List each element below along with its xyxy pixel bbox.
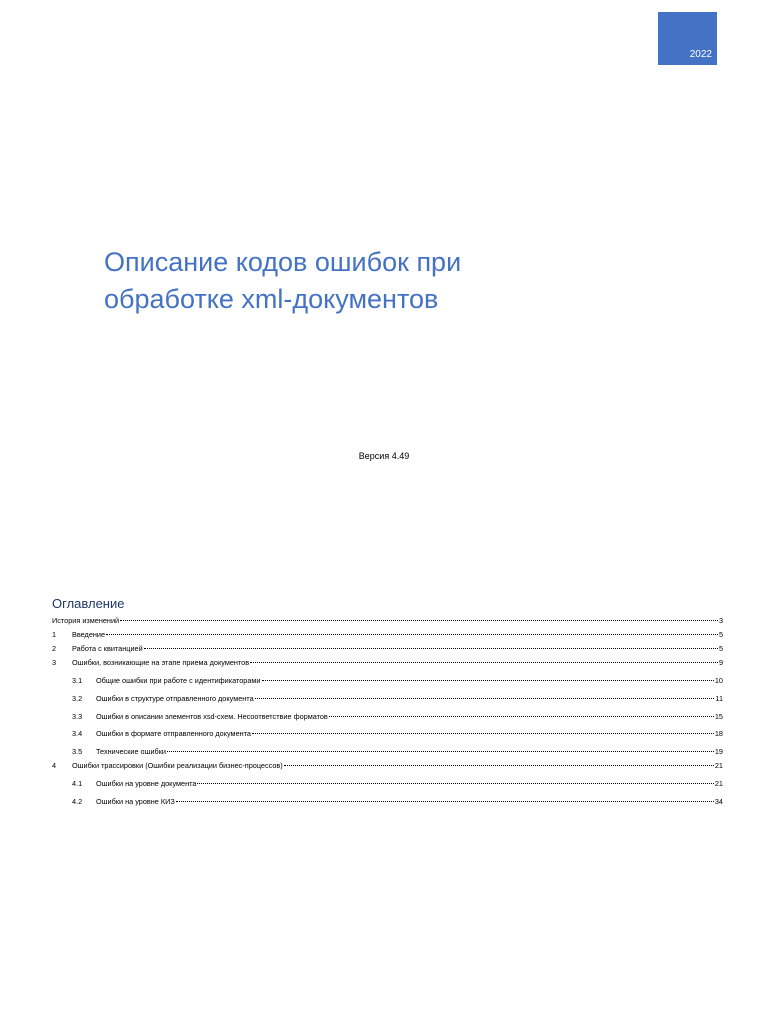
toc-entry-introduction[interactable] <box>52 630 723 640</box>
toc-entry-leader <box>250 662 718 663</box>
toc-entry-identifier-errors[interactable] <box>72 676 723 686</box>
toc-entry-leader <box>252 733 714 734</box>
toc-entry-label: Ошибки в описании элементов xsd-схем. Несоответствие форматов <box>96 712 328 721</box>
toc-entry-label: История изменений <box>52 616 120 625</box>
toc-entry-number: 3.5 <box>72 747 83 756</box>
toc-entry-tracing-errors[interactable] <box>52 761 723 771</box>
toc-entry-receipt-handling[interactable] <box>52 644 723 654</box>
toc-entry-number: 4.1 <box>72 779 83 788</box>
toc-entry-label: Работа с квитанцией <box>72 644 143 653</box>
toc-entry-leader <box>167 751 714 752</box>
toc-entry-leader <box>284 765 714 766</box>
toc-entry-label: Технические ошибки <box>96 747 166 756</box>
toc-entry-leader <box>144 648 718 649</box>
toc-entry-change-history[interactable] <box>52 616 723 626</box>
toc-entry-leader <box>120 620 718 621</box>
toc-entry-page: 9 <box>718 658 723 667</box>
toc-heading: Оглавление <box>52 596 125 611</box>
toc-entry-leader <box>106 634 718 635</box>
toc-entry-kiz-level-errors[interactable] <box>72 797 723 807</box>
toc-entry-number: 1 <box>52 630 57 639</box>
toc-entry-page: 34 <box>714 797 723 806</box>
toc-entry-page: 11 <box>715 694 723 703</box>
toc-entry-number: 3.3 <box>72 712 83 721</box>
toc-entry-page: 19 <box>714 747 723 756</box>
toc-entry-leader <box>262 680 714 681</box>
toc-entry-document-format-errors[interactable] <box>72 729 723 739</box>
toc-entry-number: 3.2 <box>72 694 83 703</box>
toc-entry-page: 10 <box>714 676 723 685</box>
document-title <box>104 244 604 318</box>
toc-entry-label: Ошибки в структуре отправленного документа <box>96 694 254 703</box>
toc-entry-acceptance-errors[interactable] <box>52 658 723 668</box>
toc-entry-label: Ошибки на уровне документа <box>96 779 197 788</box>
toc-entry-page: 3 <box>718 616 723 625</box>
toc-entry-label: Ошибки в формате отправленного документа <box>96 729 251 738</box>
toc-entry-label: Общие ошибки при работе с идентификаторами <box>96 676 261 685</box>
toc-entry-document-level-errors[interactable] <box>72 779 723 789</box>
toc-entry-page: 5 <box>718 644 723 653</box>
toc-entry-number: 4 <box>52 761 57 770</box>
toc-entry-leader <box>197 783 713 784</box>
toc-entry-page: 21 <box>714 779 723 788</box>
toc-entry-number: 4.2 <box>72 797 83 806</box>
toc-entry-number: 3 <box>52 658 57 667</box>
toc-entry-number: 2 <box>52 644 57 653</box>
toc-entry-leader <box>176 801 714 802</box>
document-title-line-2: обработке xml-документов <box>104 284 439 314</box>
toc-entry-leader <box>329 716 714 717</box>
toc-entry-technical-errors[interactable] <box>72 747 723 757</box>
toc-entry-page: 5 <box>718 630 723 639</box>
document-version: Версия 4.49 <box>358 451 410 461</box>
toc-entry-page: 18 <box>714 729 723 738</box>
toc-entry-label: Ошибки на уровне КИЗ <box>96 797 175 806</box>
toc-entry-leader <box>255 698 715 699</box>
toc-entry-label: Введение <box>72 630 106 639</box>
year-label: 2022 <box>689 49 712 60</box>
document-title-line-1: Описание кодов ошибок при <box>104 247 462 277</box>
toc-entry-structure-errors[interactable] <box>72 694 723 704</box>
toc-entry-page: 21 <box>714 761 723 770</box>
toc-entry-number: 3.1 <box>72 676 83 685</box>
toc-entry-xsd-format-errors[interactable] <box>72 712 723 722</box>
toc-entry-page: 15 <box>714 712 723 721</box>
toc-entry-label: Ошибки трассировки (Ошибки реализации бизнес-процессов) <box>72 761 283 770</box>
year-badge <box>658 12 717 65</box>
toc-entry-label: Ошибки, возникающие на этапе приема документов <box>72 658 250 667</box>
toc-entry-number: 3.4 <box>72 729 83 738</box>
